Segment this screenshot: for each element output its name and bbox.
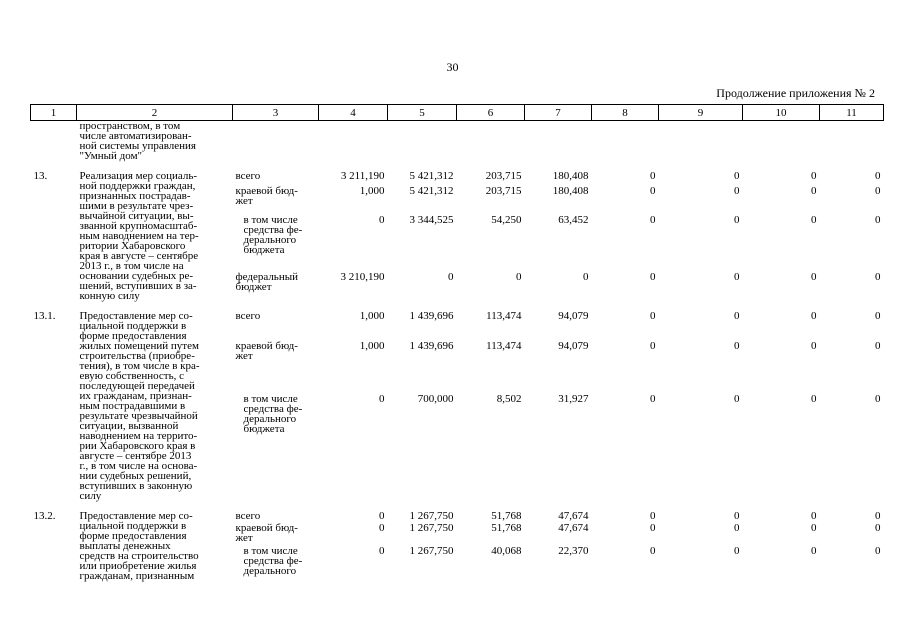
item-index: 13. xyxy=(33,170,48,182)
funding-source: в том числе средства фе- дерального xyxy=(243,545,303,578)
value-cell-c8: 0 xyxy=(650,170,656,182)
value-cell-c10: 0 xyxy=(811,393,817,406)
value-cell-c5: 3 344,525 xyxy=(409,213,454,226)
value-cell-c6: 51,768 xyxy=(491,510,522,522)
item-name: Предоставление мер со- циальной поддержки в форме предоставления жилых помещений путем строительства (приобре- тения), в том числе в кра- евую собственность, с последующей передачей их гражданам, признан- ным пострадавшими в результате чрезвычайной ситуации, вызванной наводнением на террито- рии Хабаровского края в августе – сентябре 2013 г., в том числе на основа- нии судебных решений, вступивших в законную силу xyxy=(79,310,200,502)
funding-source: в том числе средства фе- дерального бюджета xyxy=(243,393,303,436)
value-cell-c11: 0 xyxy=(875,310,881,322)
funding-source: всего xyxy=(235,170,261,182)
value-cell-c11: 0 xyxy=(875,340,881,352)
value-cell-c4: 0 xyxy=(379,393,385,406)
table-row xyxy=(31,309,884,341)
funding-source: федеральный бюджет xyxy=(235,271,298,294)
value-cell-c8: 0 xyxy=(650,340,656,352)
value-cell-c4: 0 xyxy=(379,213,385,226)
carry-over-row xyxy=(31,121,884,162)
value-cell-c5: 1 267,750 xyxy=(409,545,454,558)
value-cell-c7: 63,452 xyxy=(558,213,589,226)
column-header-4: 4 xyxy=(319,105,388,121)
value-cell-c11: 0 xyxy=(875,213,881,226)
value-cell-c7: 94,079 xyxy=(558,340,589,352)
column-header-8: 8 xyxy=(592,105,659,121)
value-cell-c7: 94,079 xyxy=(558,310,589,322)
item-name: Реализация мер социаль- ной поддержки граждан, признанных пострадав- шими в результате чрез- вычайной ситуации, вы- званной крупномасштаб- ным наводнением на тер- ритории Хабаровского края в августе – сентябре 2013 г., в том числе на основании судебных ре- шений, вступивших в за- конную силу xyxy=(79,170,199,302)
column-header-10: 10 xyxy=(743,105,820,121)
value-cell-c8: 0 xyxy=(650,185,656,198)
value-cell-c10: 0 xyxy=(811,170,817,182)
value-cell-c6: 51,768 xyxy=(491,521,522,534)
value-cell-c8: 0 xyxy=(650,271,656,284)
value-cell-c10: 0 xyxy=(811,271,817,284)
column-header-11: 11 xyxy=(820,105,884,121)
value-cell-c7: 22,370 xyxy=(558,545,589,558)
value-cell-c8: 0 xyxy=(650,393,656,406)
value-cell-c9: 0 xyxy=(734,340,740,352)
value-cell-c8: 0 xyxy=(650,545,656,558)
column-header-7: 7 xyxy=(525,105,592,121)
value-cell-c5: 1 267,750 xyxy=(409,510,454,522)
column-header-2: 2 xyxy=(77,105,233,121)
value-cell-c9: 0 xyxy=(734,213,740,226)
value-cell-c7: 31,927 xyxy=(558,393,589,406)
row-spacer xyxy=(31,161,884,169)
value-cell-c10: 0 xyxy=(811,310,817,322)
value-cell-c7: 47,674 xyxy=(558,510,589,522)
value-cell-c4: 3 211,190 xyxy=(340,170,385,182)
value-cell-c6: 0 xyxy=(516,271,522,284)
value-cell-c7: 0 xyxy=(583,271,589,284)
value-cell-c11: 0 xyxy=(875,510,881,522)
value-cell-c10: 0 xyxy=(811,185,817,198)
funding-source: всего xyxy=(235,310,261,322)
value-cell-c11: 0 xyxy=(875,185,881,198)
value-cell-c4: 1,000 xyxy=(359,310,385,322)
value-cell-c6: 113,474 xyxy=(486,310,522,322)
value-cell-c6: 54,250 xyxy=(491,213,522,226)
value-cell-c9: 0 xyxy=(734,185,740,198)
funding-source: краевой бюд- жет xyxy=(235,185,298,208)
column-header-9: 9 xyxy=(659,105,743,121)
value-cell-c5: 0 xyxy=(448,271,454,284)
item-index: 13.1. xyxy=(33,310,56,322)
value-cell-c9: 0 xyxy=(734,393,740,406)
budget-table xyxy=(30,104,884,581)
value-cell-c10: 0 xyxy=(811,545,817,558)
value-cell-c4: 3 210,190 xyxy=(340,271,385,284)
value-cell-c4: 1,000 xyxy=(359,185,385,198)
carry-over-text: пространством, в том числе автоматизирован- ной системы управления "Умный дом" xyxy=(79,120,196,162)
value-cell-c9: 0 xyxy=(734,310,740,322)
value-cell-c11: 0 xyxy=(875,170,881,182)
value-cell-c8: 0 xyxy=(650,310,656,322)
item-name: Предоставление мер со- циальной поддержки в форме предоставления выплаты денежных средств на строительство или приобретение жилья гражданам, признанным xyxy=(79,510,199,582)
value-cell-c6: 113,474 xyxy=(486,340,522,352)
value-cell-c4: 0 xyxy=(379,510,385,522)
value-cell-c10: 0 xyxy=(811,510,817,522)
value-cell-c4: 1,000 xyxy=(359,340,385,352)
value-cell-c11: 0 xyxy=(875,271,881,284)
funding-source: краевой бюд- жет xyxy=(235,340,298,362)
value-cell-c10: 0 xyxy=(811,213,817,226)
value-cell-c7: 47,674 xyxy=(558,521,589,534)
row-spacer xyxy=(31,301,884,309)
value-cell-c9: 0 xyxy=(734,510,740,522)
value-cell-c5: 700,000 xyxy=(417,393,454,406)
value-cell-c6: 203,715 xyxy=(485,170,522,182)
value-cell-c8: 0 xyxy=(650,213,656,226)
value-cell-c5: 1 439,696 xyxy=(409,340,454,352)
value-cell-c7: 180,408 xyxy=(552,170,589,182)
value-cell-c8: 0 xyxy=(650,521,656,534)
continuation-label: Продолжение приложения № 2 xyxy=(716,86,875,100)
value-cell-c6: 8,502 xyxy=(496,393,522,406)
value-cell-c6: 40,068 xyxy=(491,545,522,558)
value-cell-c6: 203,715 xyxy=(485,185,522,198)
table-row xyxy=(31,509,884,523)
funding-source: всего xyxy=(235,510,261,522)
value-cell-c7: 180,408 xyxy=(552,185,589,198)
column-header-5: 5 xyxy=(388,105,457,121)
funding-source: в том числе средства фе- дерального бюджета xyxy=(243,213,303,256)
value-cell-c10: 0 xyxy=(811,340,817,352)
value-cell-c10: 0 xyxy=(811,521,817,534)
value-cell-c5: 5 421,312 xyxy=(409,170,454,182)
column-header-1: 1 xyxy=(31,105,77,121)
value-cell-c11: 0 xyxy=(875,393,881,406)
item-index: 13.2. xyxy=(33,510,56,522)
page-number: 30 xyxy=(446,60,459,74)
column-header-6: 6 xyxy=(457,105,525,121)
row-spacer xyxy=(31,501,884,509)
value-cell-c4: 0 xyxy=(379,545,385,558)
value-cell-c5: 5 421,312 xyxy=(409,185,454,198)
funding-source: краевой бюд- жет xyxy=(235,521,298,544)
value-cell-c9: 0 xyxy=(734,271,740,284)
value-cell-c9: 0 xyxy=(734,521,740,534)
value-cell-c5: 1 439,696 xyxy=(409,310,454,322)
value-cell-c9: 0 xyxy=(734,545,740,558)
table-row xyxy=(31,169,884,186)
column-header-3: 3 xyxy=(233,105,319,121)
value-cell-c11: 0 xyxy=(875,545,881,558)
value-cell-c11: 0 xyxy=(875,521,881,534)
value-cell-c8: 0 xyxy=(650,510,656,522)
value-cell-c9: 0 xyxy=(734,170,740,182)
column-number-header xyxy=(31,105,884,121)
value-cell-c4: 0 xyxy=(379,521,385,534)
value-cell-c5: 1 267,750 xyxy=(409,521,454,534)
